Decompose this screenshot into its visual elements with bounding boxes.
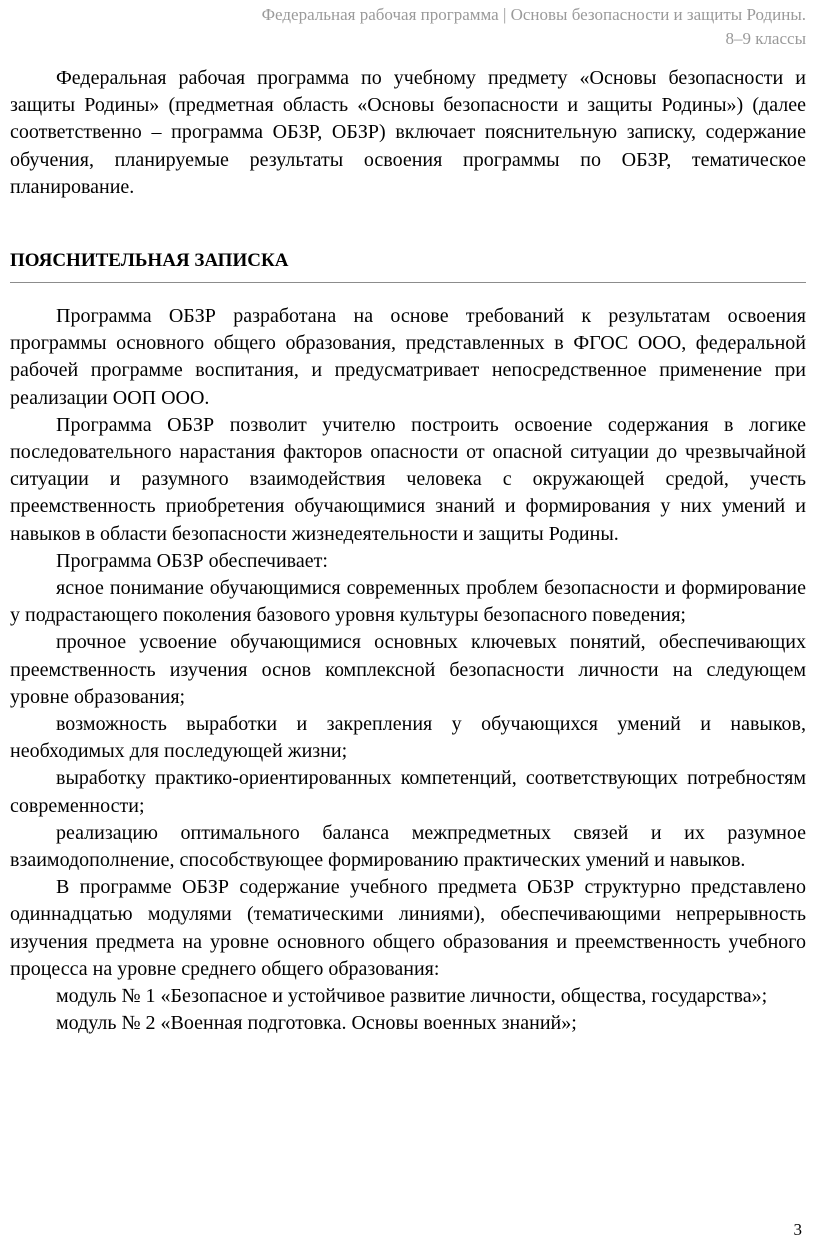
module-2: модуль № 2 «Военная подготовка. Основы военных знаний»; [56, 1012, 577, 1035]
section-title: ПОЯСНИТЕЛЬНАЯ ЗАПИСКА [10, 250, 289, 272]
page-number: 3 [793, 1220, 802, 1239]
list-item-understanding: ясное понимание обучающимися современных проблем безопасности и формирование у подрастающего поколения базового уровня культуры безопасного поведения; [10, 577, 806, 627]
module-1: модуль № 1 «Безопасное и устойчивое развитие личности, общества, государства»; [56, 985, 768, 1008]
section-divider [10, 282, 806, 283]
list-item-interdisciplinary: реализацию оптимального баланса межпредметных связей и их разумное взаимодополнение, способствующее формированию практических умений и навыков. [10, 821, 806, 872]
intro-paragraph: Федеральная рабочая программа по учебному предмету «Основы безопасности и защиты Родины» (предметная область «Основы безопасности и защиты Родины») (далее соответственно – программа ОБЗР, ОБЗР) включает пояснительную записку, содержание обучения, планируемые результаты освоения программы по ОБЗР, тематическое планирование. [10, 67, 806, 198]
paragraph-teacher-logic: Программа ОБЗР позволит учителю построить освоение содержания в логике последовательного нарастания факторов опасности от опасной ситуации до чрезвычайной ситуации и разумного взаимодействия человека с окружающей средой, учесть преемственность приобретения обучающимися знаний и формирования у них умений и навыков в области безопасности жизнедеятельности и защиты Родины. [10, 413, 806, 545]
paragraph-provides-intro: Программа ОБЗР обеспечивает: [56, 549, 328, 572]
page-content [10, 65, 806, 1038]
list-item-competencies: выработку практико-ориентированных компетенций, соответствующих потребностям современности; [10, 767, 806, 817]
list-item-skills: возможность выработки и закрепления у обучающихся умений и навыков, необходимых для последующей жизни; [10, 713, 806, 763]
paragraph-development-basis: Программа ОБЗР разработана на основе требований к результатам освоения программы основного общего образования, представленных в ФГОС ООО, федеральной рабочей программе воспитания, и предусматривает непосредственное применение при реализации ООП ООО. [10, 305, 806, 409]
header-grades: 8–9 классы [725, 29, 806, 48]
running-header [166, 3, 806, 51]
list-item-key-concepts: прочное усвоение обучающимися основных ключевых понятий, обеспечивающих преемственность изучения основ комплексной безопасности личности на следующем уровне образования; [10, 631, 806, 708]
header-title: Федеральная рабочая программа | Основы безопасности и защиты Родины. [261, 5, 806, 24]
paragraph-modules: В программе ОБЗР содержание учебного предмета ОБЗР структурно представлено одиннадцатью модулями (тематическими линиями), обеспечивающими непрерывность изучения предмета на уровне основного общего образования и преемственность учебного процесса на уровне среднего общего образования: [10, 876, 806, 980]
